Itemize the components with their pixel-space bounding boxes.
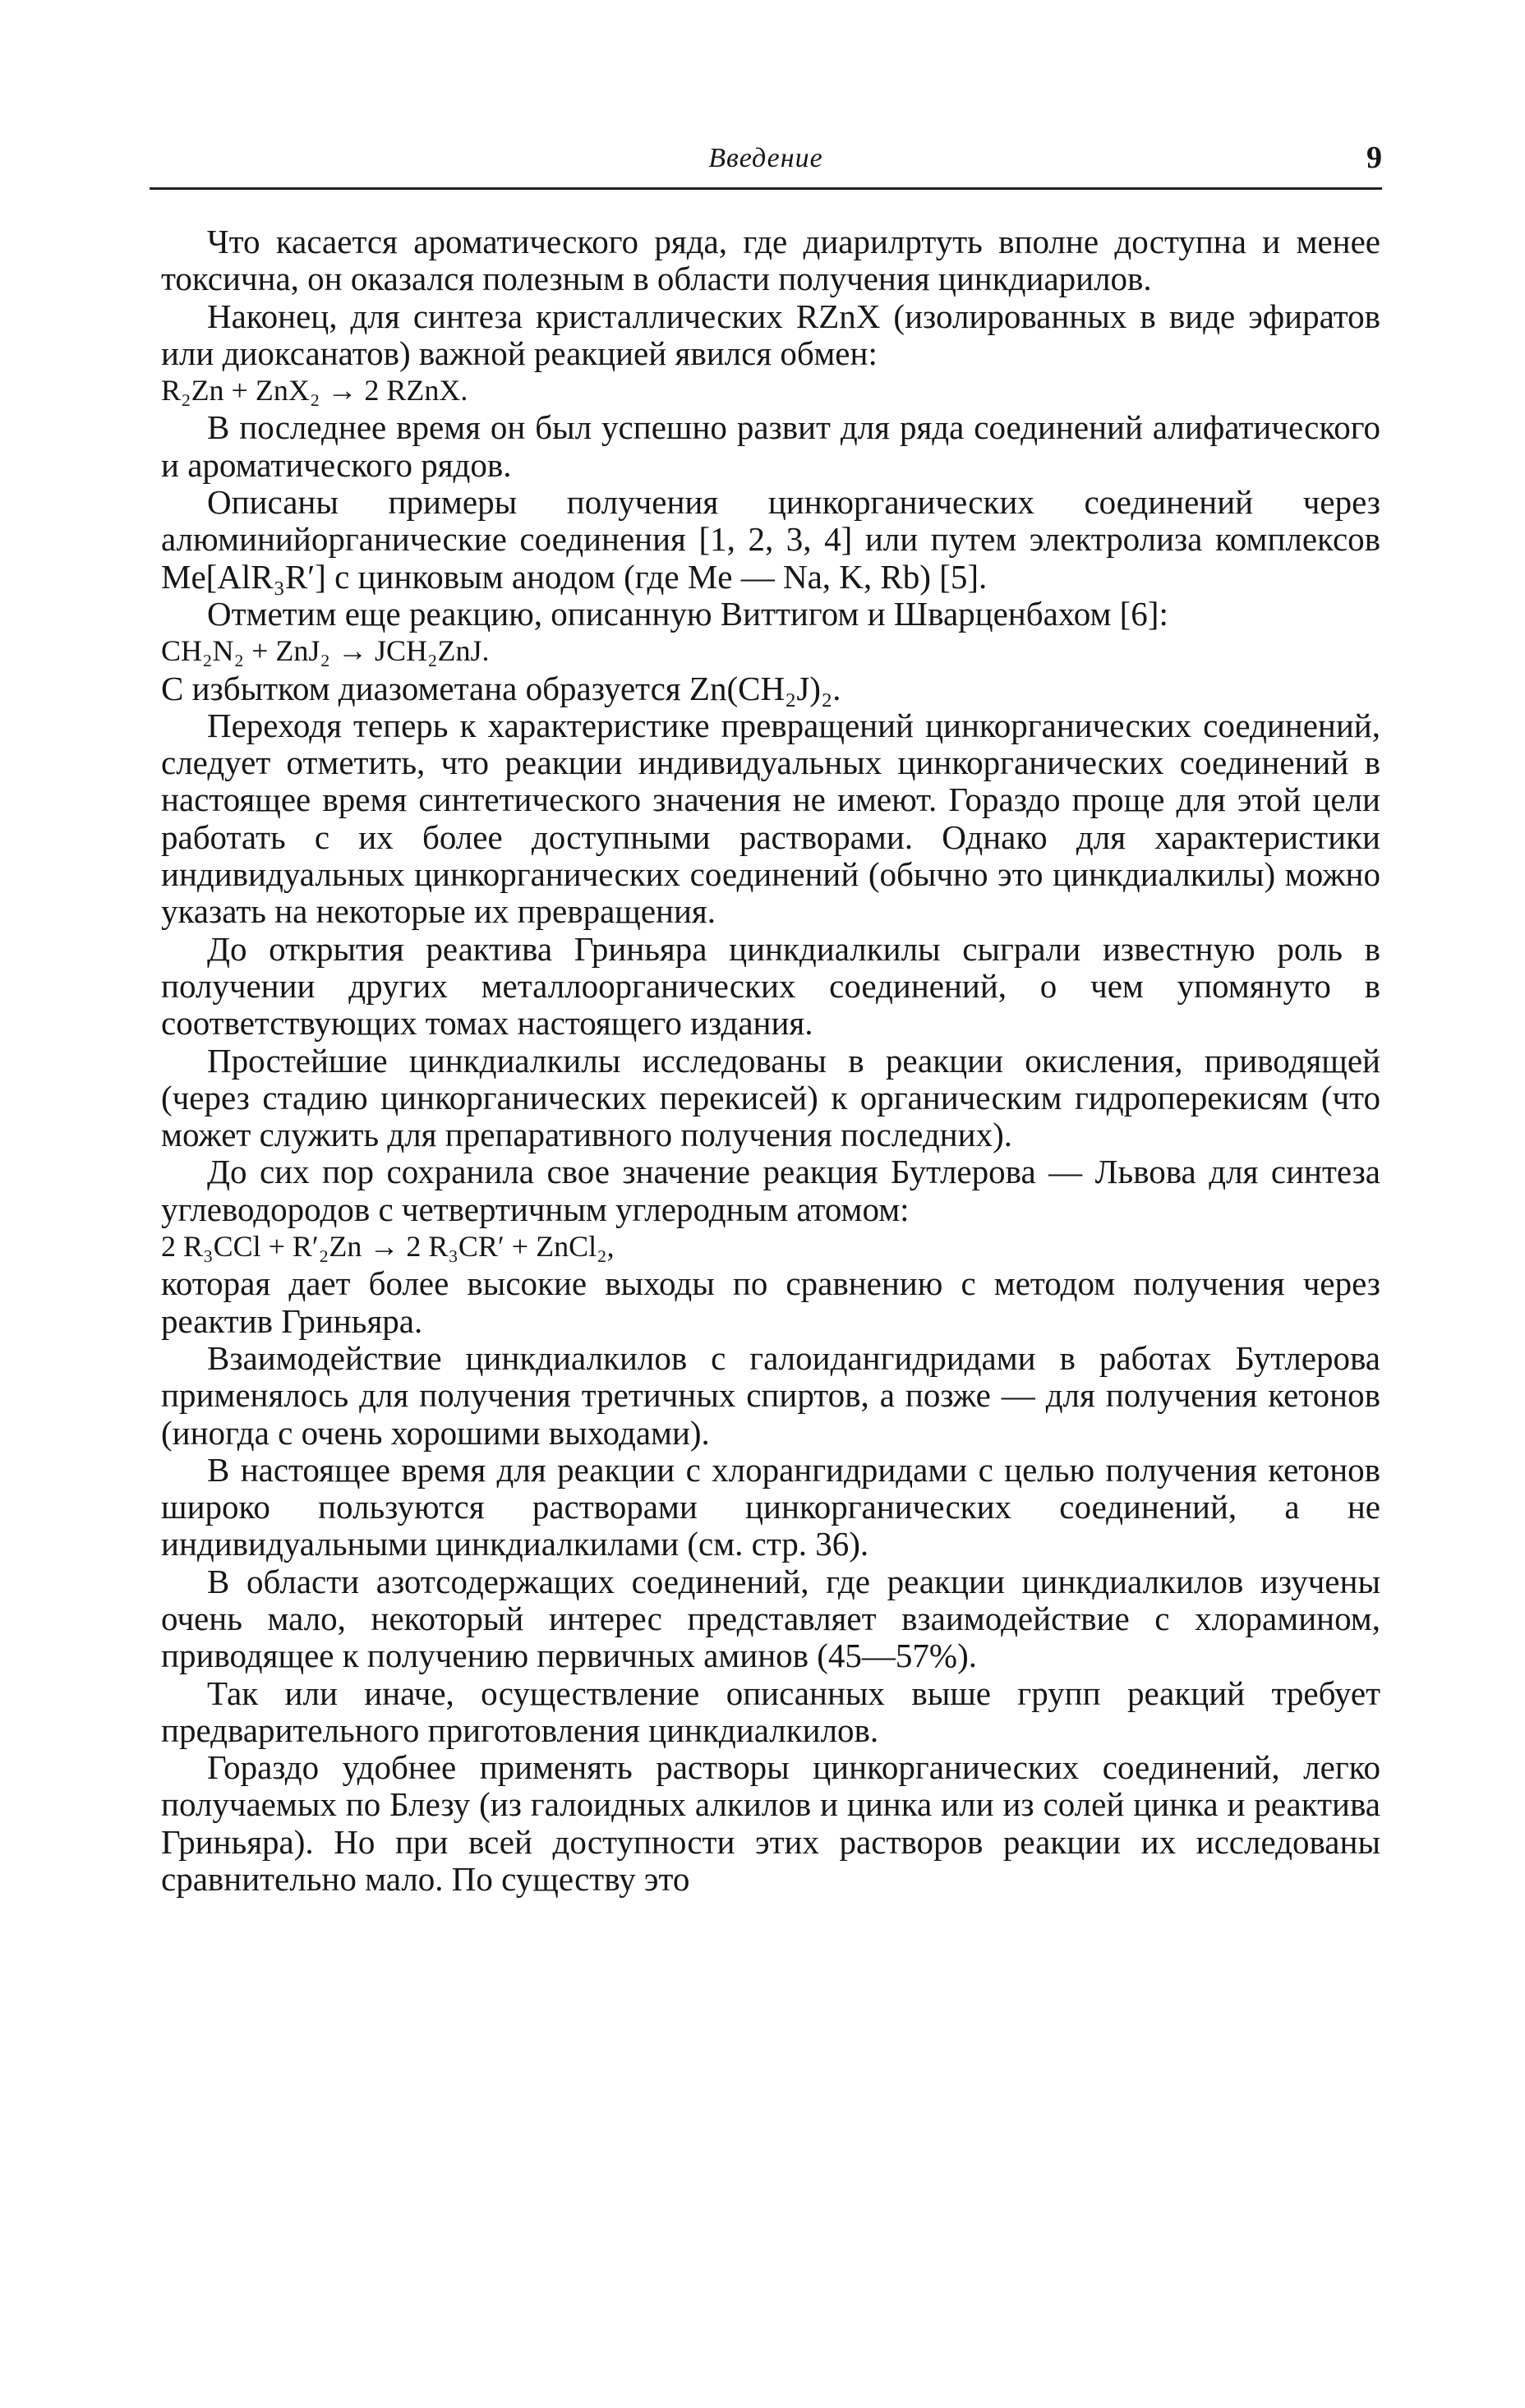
paragraph: Гораздо удобнее применять растворы цинкорганических соединений, легко получаемых по Блезу (из галоидных алкилов и цинка или из солей цинка и реактива Гриньяра). Но при всей доступности этих растворов реакции их исследованы сравнительно мало. По существу это: [161, 1748, 1380, 1899]
header-rule: [150, 187, 1382, 190]
running-title: Введение: [708, 143, 823, 173]
paragraph: которая дает более высокие выходы по сравнению с методом получения через реактив Гриньяра.: [161, 1264, 1380, 1340]
paragraph: До сих пор сохранила свое значение реакция Бутлерова — Львова для синтеза углеводородов с четвертичным углеродным атомом:: [161, 1153, 1380, 1228]
page-number: 9: [1366, 140, 1382, 175]
paragraph: В области азотсодержащих соединений, где реакции цинкдиалкилов изучены очень мало, некоторый интерес представляет взаимодействие с хлорамином, приводящее к получению первичных аминов (45—57%).: [161, 1562, 1380, 1675]
paragraph: Описаны примеры получения цинкорганических соединений через алюминийорганические соединения [1, 2, 3, 4] или путем электролиза комплексов Me[AlR₃R′] с цинковым анодом (где Me — Na, K, Rb) [5].: [161, 483, 1380, 596]
paragraph: До открытия реактива Гриньяра цинкдиалкилы сыграли известную роль в получении других металлоорганических соединений, о чем упомянуто в соответствующих томах настоящего издания.: [161, 929, 1380, 1043]
paragraph: Что касается ароматического ряда, где диарилртуть вполне доступна и менее токсична, он оказался полезным в области получения цинкдиарилов.: [161, 223, 1380, 298]
paragraph: В настоящее время для реакции с хлорангидридами с целью получения кетонов широко пользуются растворами цинкорганических соединений, а не индивидуальными цинкдиалкилами (см. стр. 36).: [161, 1450, 1380, 1563]
paragraph: Так или иначе, осуществление описанных выше групп реакций требует предварительного приготовления цинкдиалкилов.: [161, 1674, 1380, 1749]
formula: 2 R₃CCl + R′₂Zn → 2 R₃CR′ + ZnCl₂,: [161, 1230, 615, 1264]
running-head: [150, 138, 1382, 184]
paragraph: Наконец, для синтеза кристаллических RZnX (изолированных в виде эфиратов или диоксанатов) важной реакцией явился обмен:: [161, 297, 1380, 372]
body-text: [161, 223, 1380, 1898]
formula: R₂Zn + ZnX₂ → 2 RZnX.: [161, 374, 468, 407]
paragraph: Простейшие цинкдиалкилы исследованы в реакции окисления, приводящей (через стадию цинкорганических перекисей) к органическим гидроперекисям (что может служить для препаративного получения последних).: [161, 1041, 1380, 1154]
paragraph: Переходя теперь к характеристике превращений цинкорганических соединений, следует отметить, что реакции индивидуальных цинкорганических соединений в настоящее время синтетического значения не имеют. Гораздо проще для этой цели работать с их более доступными растворами. Однако для характеристики индивидуальных цинкорганических соединений (обычно это цинкдиалкилы) можно указать на некоторые их превращения.: [161, 706, 1380, 931]
paragraph: В последнее время он был успешно развит для ряда соединений алифатического и ароматического рядов.: [161, 408, 1380, 484]
paragraph: С избытком диазометана образуется Zn(CH₂J)₂.: [161, 669, 841, 707]
paragraph: Отметим еще реакцию, описанную Виттигом и Шварценбахом [6]:: [207, 594, 1168, 633]
paragraph: Взаимодействие цинкдиалкилов с галоидангидридами в работах Бутлерова применялось для получения третичных спиртов, а позже — для получения кетонов (иногда с очень хорошими выходами).: [161, 1338, 1380, 1452]
formula: CH₂N₂ + ZnJ₂ → JCH₂ZnJ.: [161, 634, 490, 668]
